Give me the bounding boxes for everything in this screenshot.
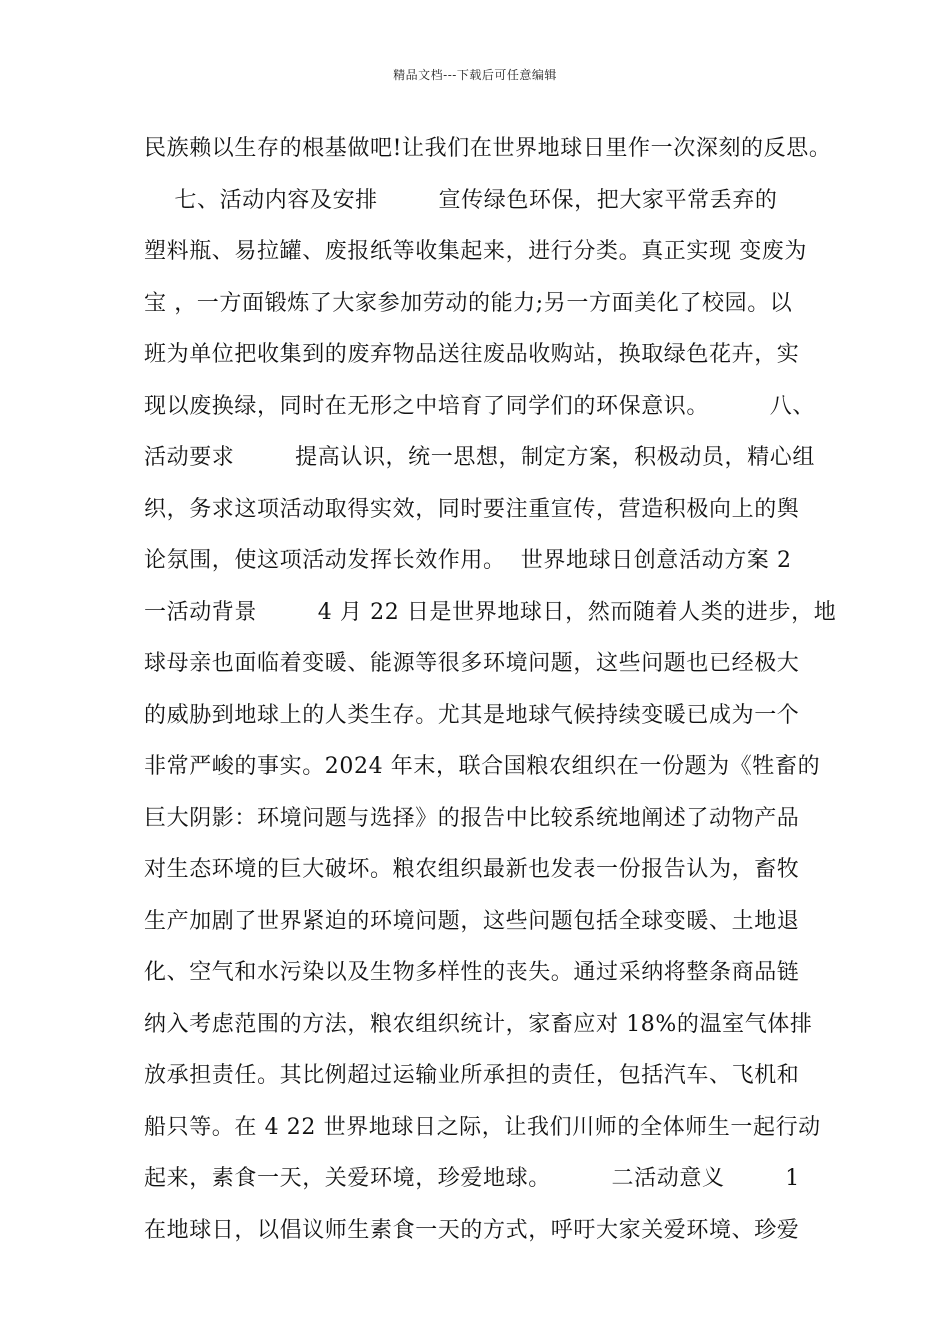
text-line: 塑料瓶、易拉罐、废报纸等收集起来，进行分类。真正实现 变废为 (144, 239, 807, 264)
text-line: 纳入考虑范围的方法，粮农组织统计，家畜应对 18%的温室气体排 (144, 1011, 813, 1037)
text-line: 活动要求 提高认识，统一思想，制定方案，积极动员，精心组 (144, 445, 815, 470)
text-line: 非常严峻的事实。2024 年末，联合国粮农组织在一份题为《牲畜的 (144, 754, 821, 779)
page-header: 精品文档---下载后可任意编辑 (393, 68, 557, 82)
text-line: 民族赖以生存的根基做吧!让我们在世界地球日里作一次深刻的反思。 (144, 136, 832, 161)
text-line: 宝 ，一方面锻炼了大家参加劳动的能力;另一方面美化了校园。以 (144, 290, 793, 316)
text-line: 在地球日，以倡议师生素食一天的方式，呼吁大家关爱环境、珍爱 (144, 1217, 800, 1243)
text-line: 班为单位把收集到的废弃物品送往废品收购站，换取绿色花卉，实 (144, 342, 800, 367)
text-line: 论氛围，使这项活动发挥长效作用。 世界地球日创意活动方案 2 (144, 548, 792, 573)
text-line: 的威胁到地球上的人类生存。尤其是地球气候持续变暖已成为一个 (144, 702, 800, 728)
text-line: 球母亲也面临着变暖、能源等很多环境问题，这些问题也已经极大 (144, 651, 800, 676)
text-line: 放承担责任。其比例超过运输业所承担的责任，包括汽车、飞机和 (144, 1063, 800, 1088)
text-line: 织，务求这项活动取得实效，同时要注重宣传，营造积极向上的舆 (144, 496, 800, 522)
text-line: 七、活动内容及安排 宣传绿色环保，把大家平常丢弃的 (144, 187, 778, 213)
text-line: 化、空气和水污染以及生物多样性的丧失。通过采纳将整条商品链 (144, 960, 800, 985)
body-text (144, 129, 837, 1262)
text-line: 巨大阴影：环境问题与选择》的报告中比较系统地阐述了动物产品 (144, 805, 800, 831)
text-line: 起来，素食一天，关爱环境，珍爱地球。 二活动意义 1 (144, 1166, 800, 1191)
text-line: 一活动背景 4 月 22 日是世界地球日，然而随着人类的进步，地 (144, 599, 837, 625)
text-line: 对生态环境的巨大破坏。粮农组织最新也发表一份报告认为，畜牧 (144, 857, 800, 882)
text-line: 现以废换绿，同时在无形之中培育了同学们的环保意识。 八、 (144, 393, 815, 419)
text-line: 生产加剧了世界紧迫的环境问题，这些问题包括全球变暖、土地退 (144, 908, 800, 934)
text-line: 船只等。在 4 22 世界地球日之际，让我们川师的全体师生一起行动 (144, 1114, 821, 1140)
